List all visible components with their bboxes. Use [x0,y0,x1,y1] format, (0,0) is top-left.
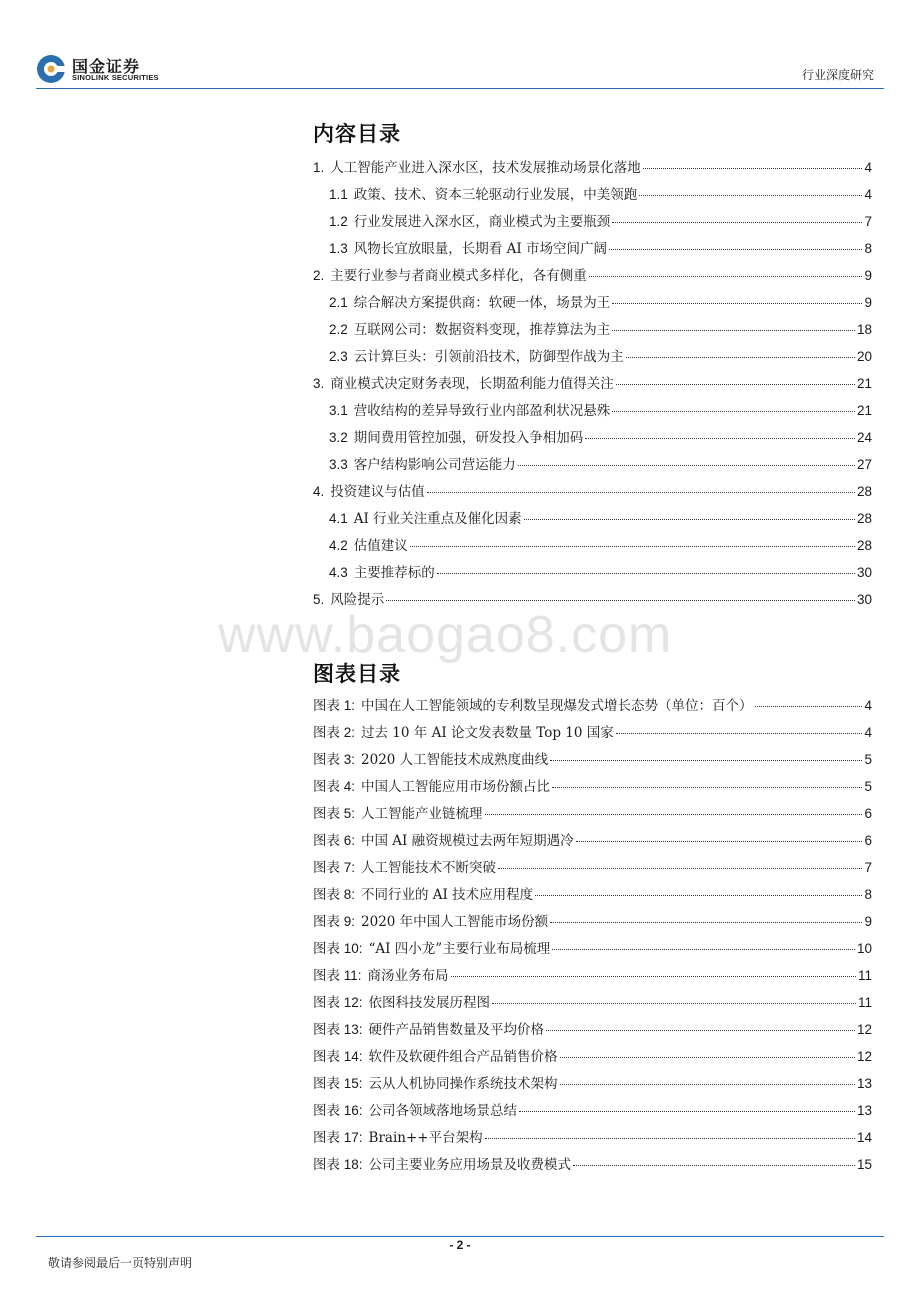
entry-number: 3. [313,376,325,391]
entry-text: 估值建议 [353,538,408,554]
figures-list [313,694,872,1180]
dot-leader [609,249,863,250]
entry-number: 1.2 [329,214,348,229]
entry-page-number: 30 [856,592,872,607]
entry-number: 1.3 [329,241,348,256]
figure-entry[interactable] [313,1018,872,1045]
entry-number: 2. [313,268,325,283]
footer-divider [36,1236,884,1237]
entry-page-number: 4 [864,698,872,713]
entry-text: 主要推荐标的 [353,565,435,581]
dot-leader [643,168,863,169]
figure-entry[interactable] [313,694,872,721]
dot-leader [612,303,862,304]
page-header [36,50,884,90]
entry-number: 2.3 [329,349,348,364]
entry-page-number: 6 [864,806,872,821]
entry-title [329,210,610,230]
entry-title [313,829,574,849]
toc-entry[interactable] [313,345,872,372]
dot-leader [560,1084,855,1085]
entry-page-number: 9 [864,295,872,310]
dot-leader [589,276,863,277]
toc-entry[interactable] [313,399,872,426]
dot-leader [518,465,855,466]
entry-page-number: 9 [864,914,872,929]
entry-text: 云计算巨头：引领前沿技术，防御型作战为主 [353,349,624,365]
entry-title [329,561,435,581]
dot-leader [612,330,855,331]
entry-page-number: 4 [864,187,872,202]
entry-title [329,291,610,311]
figure-entry[interactable] [313,1126,872,1153]
dot-leader [437,573,855,574]
toc-entry[interactable] [313,291,872,318]
dot-leader [492,1003,856,1004]
entry-text: 行业发展进入深水区，商业模式为主要瓶颈 [353,214,611,230]
entry-text: 人工智能技术不断突破 [361,860,497,876]
entry-page-number: 9 [864,268,872,283]
entry-page-number: 13 [856,1076,872,1091]
toc-entry[interactable] [313,318,872,345]
logo-english-name: SINOLINK SECURITIES [72,73,159,82]
toc-entry[interactable] [313,210,872,237]
figure-entry[interactable] [313,802,872,829]
entry-number: 4.3 [329,565,348,580]
entry-page-number: 30 [856,565,872,580]
entry-page-number: 7 [864,214,872,229]
header-divider [36,88,884,89]
dot-leader [755,706,863,707]
company-logo [36,50,196,86]
entry-text: Brain++平台架构 [368,1130,483,1146]
entry-page-number: 5 [864,752,872,767]
dot-leader [498,868,862,869]
entry-number: 3.3 [329,457,348,472]
dot-leader [519,1111,855,1112]
entry-title [329,237,607,257]
figure-entry[interactable] [313,721,872,748]
figure-entry[interactable] [313,991,872,1018]
entry-text: 不同行业的 AI 技术应用程度 [361,887,534,903]
entry-number: 3.2 [329,430,348,445]
entry-text: 主要行业参与者商业模式多样化，各有侧重 [330,268,587,284]
entry-title [313,156,641,176]
entry-number: 1.1 [329,187,348,202]
dot-leader [552,787,862,788]
entry-number: 图表 2: [313,725,356,740]
entry-number: 3.1 [329,403,348,418]
entry-page-number: 24 [856,430,872,445]
entry-title [313,1126,483,1146]
entry-page-number: 21 [856,376,872,391]
entry-number: 图表 3: [313,752,356,767]
entry-text: 软件及软硬件组合产品销售价格 [368,1049,558,1065]
entry-number: 图表 6: [313,833,356,848]
entry-text: 过去 10 年 AI 论文发表数量 Top 10 国家 [361,725,614,741]
toc-list [313,156,872,615]
entry-title [329,534,408,554]
dot-leader [560,1057,855,1058]
entry-text: 互联网公司：数据资料变现，推荐算法为主 [353,322,611,338]
dot-leader [585,438,855,439]
dot-leader [616,384,855,385]
entry-title [313,480,425,500]
entry-text: 2020 年中国人工智能市场份额 [361,914,549,930]
entry-text: 公司主要业务应用场景及收费模式 [368,1157,572,1173]
entry-title [313,748,548,768]
dot-leader [550,922,862,923]
entry-title [313,721,614,741]
entry-page-number: 12 [856,1049,872,1064]
entry-number: 图表 13: [313,1022,363,1037]
entry-title [329,345,624,365]
figure-entry[interactable] [313,1045,872,1072]
entry-title [313,372,614,392]
entry-text: 依图科技发展历程图 [368,995,491,1011]
sinolink-logo-icon [36,54,66,84]
watermark: www.baogao8.com [218,606,673,664]
entry-number: 图表 14: [313,1049,363,1064]
entry-page-number: 27 [856,457,872,472]
entry-text: 人工智能产业进入深水区，技术发展推动场景化落地 [330,160,641,176]
dot-leader [535,895,862,896]
entry-text: 中国 AI 融资规模过去两年短期遇冷 [361,833,574,849]
entry-text: 公司各领域落地场景总结 [368,1103,518,1119]
entry-number: 图表 11: [313,968,362,983]
toc-entry[interactable] [313,561,872,588]
dot-leader [427,492,855,493]
entry-number: 图表 15: [313,1076,363,1091]
entry-title [313,802,483,822]
dot-leader [573,1165,855,1166]
entry-page-number: 5 [864,779,872,794]
entry-page-number: 8 [864,887,872,902]
dot-leader [410,546,855,547]
entry-number: 图表 9: [313,914,356,929]
entry-title [313,694,753,714]
entry-page-number: 28 [856,538,872,553]
entry-title [329,507,522,527]
entry-text: 风险提示 [330,592,385,608]
toc-entry[interactable] [313,183,872,210]
figure-entry[interactable] [313,1153,872,1180]
entry-number: 图表 8: [313,887,356,902]
entry-page-number: 4 [864,725,872,740]
entry-title [329,183,637,203]
entry-text: 综合解决方案提供商：软硬一体，场景为王 [353,295,611,311]
entry-title [313,937,550,957]
toc-entry[interactable] [313,264,872,291]
entry-number: 4. [313,484,325,499]
entry-page-number: 4 [864,160,872,175]
entry-page-number: 14 [856,1130,872,1145]
figure-entry[interactable] [313,775,872,802]
footer-disclaimer: 敬请参阅最后一页特别声明 [48,1256,193,1270]
entry-page-number: 20 [856,349,872,364]
dot-leader [546,1030,855,1031]
entry-page-number: 8 [864,241,872,256]
figure-entry[interactable] [313,910,872,937]
toc-entry[interactable] [313,156,872,183]
entry-text: 投资建议与估值 [330,484,425,500]
entry-text: 2020 人工智能技术成熟度曲线 [361,752,549,768]
entry-text: 政策、技术、资本三轮驱动行业发展，中美领跑 [353,187,638,203]
dot-leader [612,222,862,223]
dot-leader [616,733,863,734]
entry-page-number: 6 [864,833,872,848]
entry-title [329,426,583,446]
entry-number: 4.1 [329,511,348,526]
toc-entry[interactable] [313,372,872,399]
entry-page-number: 13 [856,1103,872,1118]
toc-entry[interactable] [313,534,872,561]
entry-title [313,264,587,284]
entry-title [329,453,516,473]
page-number: - 2 - [449,1238,471,1252]
toc-entry[interactable] [313,426,872,453]
figure-entry[interactable] [313,1072,872,1099]
entry-text: 人工智能产业链梳理 [361,806,483,822]
entry-title [313,910,548,930]
entry-title [313,775,550,795]
entry-number: 图表 4: [313,779,356,794]
report-type: 行业深度研究 [801,68,874,82]
entry-title [313,1099,517,1119]
entry-page-number: 28 [856,511,872,526]
entry-text: AI 行业关注重点及催化因素 [353,511,522,527]
dot-leader [612,411,855,412]
entry-title [313,1072,558,1092]
entry-page-number: 21 [856,403,872,418]
toc-entry[interactable] [313,480,872,507]
entry-title [313,856,496,876]
entry-text: 中国人工智能应用市场份额占比 [361,779,551,795]
entry-text: 云从人机协同操作系统技术架构 [368,1076,558,1092]
entry-number: 图表 10: [313,941,363,956]
entry-title [313,883,533,903]
entry-number: 图表 16: [313,1103,363,1118]
figure-entry[interactable] [313,829,872,856]
dot-leader [626,357,855,358]
entry-text: 风物长宜放眼量，长期看 AI 市场空间广阔 [353,241,607,257]
entry-page-number: 28 [856,484,872,499]
entry-number: 图表 1: [313,698,356,713]
entry-page-number: 11 [857,968,872,983]
toc-entry[interactable] [313,237,872,264]
figure-entry[interactable] [313,748,872,775]
entry-title [313,1018,544,1038]
entry-page-number: 12 [856,1022,872,1037]
entry-page-number: 10 [856,941,872,956]
entry-title [313,964,449,984]
entry-page-number: 15 [856,1157,872,1172]
entry-number: 2.2 [329,322,348,337]
entry-number: 5. [313,592,325,607]
figure-entry[interactable] [313,964,872,991]
dot-leader [524,519,855,520]
entry-number: 2.1 [329,295,348,310]
dot-leader [485,814,863,815]
entry-page-number: 11 [857,995,872,1010]
figure-entry[interactable] [313,883,872,910]
entry-number: 1. [313,160,325,175]
entry-number: 图表 17: [313,1130,363,1145]
entry-text: 客户结构影响公司营运能力 [353,457,516,473]
entry-text: 中国在人工智能领域的专利数呈现爆发式增长态势（单位：百个） [361,698,753,714]
entry-text: 商汤业务布局 [367,968,449,984]
figure-entry[interactable] [313,937,872,964]
entry-text: 营收结构的差异导致行业内部盈利状况悬殊 [353,403,611,419]
entry-title [313,1045,558,1065]
dot-leader [451,976,856,977]
entry-text: 商业模式决定财务表现，长期盈利能力值得关注 [330,376,614,392]
dot-leader [550,760,862,761]
entry-text: “AI 四小龙”主要行业布局梳理 [368,941,551,957]
figure-entry[interactable] [313,1099,872,1126]
figures-title: 图表目录 [313,662,401,686]
dot-leader [386,600,855,601]
dot-leader [639,195,862,196]
entry-text: 期间费用管控加强，研发投入争相加码 [353,430,584,446]
toc-title: 内容目录 [313,122,401,146]
entry-number: 图表 18: [313,1157,363,1172]
entry-number: 图表 7: [313,860,356,875]
entry-title [313,1153,571,1173]
entry-number: 4.2 [329,538,348,553]
dot-leader [552,949,855,950]
entry-page-number: 18 [856,322,872,337]
entry-title [329,318,610,338]
entry-page-number: 7 [864,860,872,875]
entry-text: 硬件产品销售数量及平均价格 [368,1022,545,1038]
entry-title [313,991,490,1011]
entry-number: 图表 5: [313,806,356,821]
figure-entry[interactable] [313,856,872,883]
toc-entry[interactable] [313,507,872,534]
dot-leader [576,841,863,842]
entry-number: 图表 12: [313,995,363,1010]
entry-title [329,399,610,419]
toc-entry[interactable] [313,453,872,480]
dot-leader [485,1138,855,1139]
logo-chinese-name: 国金证券 [72,57,141,76]
